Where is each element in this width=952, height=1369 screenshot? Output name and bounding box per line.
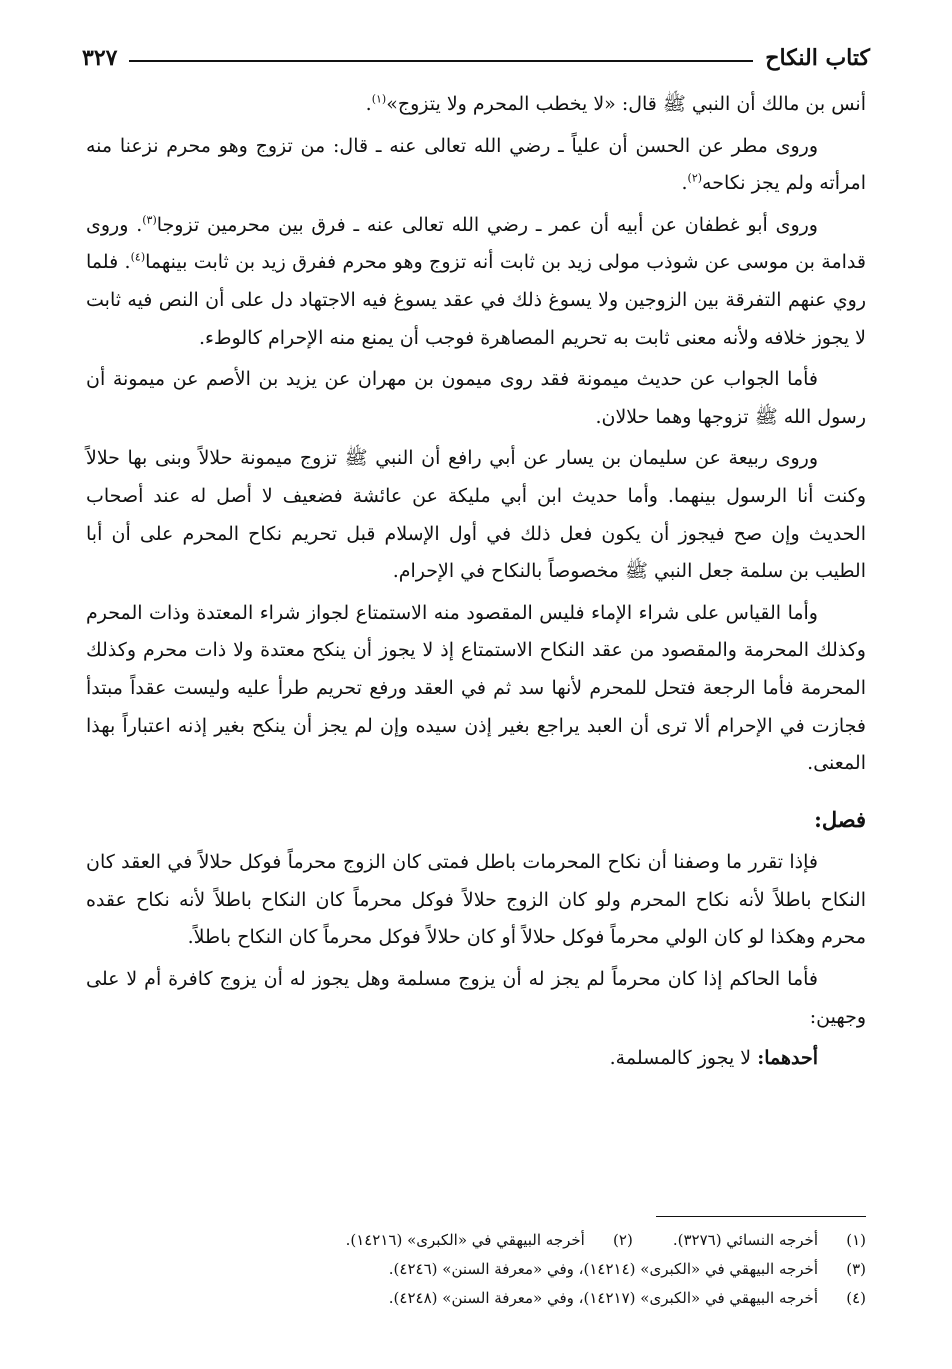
main-text	[86, 86, 866, 1082]
footnote-ref[interactable]: (١)	[371, 92, 387, 106]
paragraph-3: وروى أبو غطفان عن أبيه أن عمر ـ رضي الله تعالى عنه ـ فرق بين محرمين تزوجا$^{(٣)}$. وروى قدامة بن موسى عن شوذب مولى زيد بن ثابت أنه تزوج وهو محرم ففرق زيد بن ثابت بينهما$^{(٤)}$. فلما روي عنهم التفرقة بين الزوجين ولا يسوغ ذلك في عقد يسوغ فيه الاجتهاد دل على أن النص فيه ثابت لا يجوز خلافه ولأنه معنى ثابت به تحريم المصاهرة فوجب أن يمنع منه الإحرام كالوطء.	[86, 213, 866, 349]
footnote-ref[interactable]: (٤)	[130, 251, 146, 265]
footnote-number: (١)	[846, 1231, 866, 1249]
section-heading: فصل:	[814, 806, 866, 832]
footnote-separator	[656, 1216, 866, 1217]
footnote-number: (٢)	[613, 1231, 633, 1249]
footnote-item	[389, 1255, 866, 1284]
footnotes	[86, 1226, 866, 1313]
footnote-item	[673, 1226, 866, 1255]
footnote-ref[interactable]: (٣)	[142, 213, 157, 227]
footnote-text: أخرجه النسائي (٣٢٧٦).	[672, 1231, 818, 1249]
footnote-line	[86, 1255, 866, 1284]
footnote-item	[346, 1226, 633, 1255]
paragraph-6: وأما القياس على شراء الإماء فليس المقصود منه الاستمتاع لجواز شراء المعتدة وذات المحرم وكذلك المحرمة والمقصود من عقد النكاح الاستمتاع إذ لا يجوز أن ينكح معتدة ولا ذات محرم وكذلك المحرمة فأما الرجعة فتحل للمحرم لأنها سد ثم في العقد ورفع تحريم طرأ عليه وليست عقداً مبتدأ فجازت في الإحرام ألا ترى أن العبد يراجع بغير إذن سيده وإن لم يجز أن ينكح بغير إذنه اعتباراً بهذا المعنى.	[86, 601, 866, 775]
footnote-number: (٣)	[846, 1260, 866, 1278]
paragraph-5: وروى ربيعة عن سليمان بن يسار عن أبي رافع أن النبي ﷺ تزوج ميمونة حلالاً وبنى بها حلالاً وكنت أنا الرسول بينهما. وأما حديث ابن أبي مليكة عن عائشة فضعيف لا أصل له عند أصحاب الحديث وإن صح فيجوز أن يكون فعل ذلك في أول الإسلام قبل تحريم نكاح المحرم على أن أبا الطيب بن سلمة جعل النبي ﷺ مخصوصاً بالنكاح في الإحرام.	[86, 447, 866, 583]
footnote-line	[86, 1284, 866, 1313]
footnote-text: أخرجه البيهقي في «الكبرى» (١٤٢١٧)، وفي «معرفة السنن» (٤٢٤٨).	[388, 1289, 818, 1307]
section-paragraph-1: فإذا تقرر ما وصفنا أن نكاح المحرمات باطل فمتى كان الزوج محرماً فوكل حلالاً في العقد كان النكاح باطلاً لأنه نكاح المحرم ولو كان الزوج حلالاً فوكل محرماً كان النكاح باطلاً لأنه نكاح عقده محرم وهكذا لو كان الولي محرماً فوكل حلالاً أو كان حلالاً فوكل محرماً كان النكاح باطلاً.	[86, 851, 866, 949]
paragraph-1: أنس بن مالك أن النبي ﷺ قال: «لا يخطب المحرم ولا يتزوج»$^{(١)}$.	[365, 92, 866, 115]
footnote-ref[interactable]: (٢)	[687, 171, 703, 185]
footnote-text: أخرجه البيهقي في «الكبرى» (١٤٢١٤)، وفي «معرفة السنن» (٤٢٤٦).	[388, 1260, 818, 1278]
header-rule	[129, 60, 753, 62]
running-title: كتاب النكاح	[765, 45, 870, 71]
section-paragraph-2: فأما الحاكم إذا كان محرماً لم يجز له أن يزوج مسلمة وهل يجوز له أن يزوج كافرة أم لا على وجهين:	[86, 968, 866, 1028]
section-last-line: أحدهما: لا يجوز كالمسلمة.	[609, 1047, 818, 1070]
lead-word: أحدهما:	[757, 1047, 818, 1070]
footnote-text: أخرجه البيهقي في «الكبرى» (١٤٢١٦).	[345, 1231, 585, 1249]
paragraph-2: وروى مطر عن الحسن أن علياً ـ رضي الله تعالى عنه ـ قال: من تزوج وهو محرم نزعنا منه امرأته ولم يجز نكاحه$^{(٢)}$.	[86, 134, 866, 195]
page-number: ٣٢٧	[82, 45, 118, 71]
footnote-item	[389, 1284, 866, 1313]
footnote-line	[86, 1226, 866, 1255]
page-header	[82, 40, 870, 76]
footnote-number: (٤)	[846, 1289, 866, 1307]
paragraph-4: فأما الجواب عن حديث ميمونة فقد روى ميمون بن مهران عن يزيد بن الأصم عن ميمونة أن رسول الله ﷺ تزوجها وهما حلالان.	[86, 368, 866, 428]
